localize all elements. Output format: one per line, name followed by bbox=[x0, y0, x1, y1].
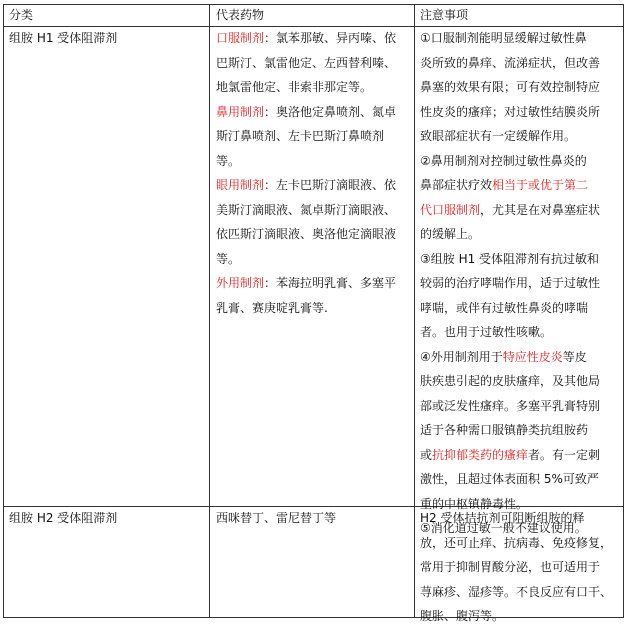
note-line bbox=[420, 124, 600, 149]
text-segment: 激性，且超过体表面积 5%可致严 bbox=[420, 472, 599, 486]
drug-line bbox=[216, 247, 396, 272]
note-line bbox=[420, 345, 600, 370]
text-segment: 炎所致的鼻痒、流涕症状，但改善 bbox=[420, 55, 601, 70]
text-segment: ①口服制剂能明显缓解过敏性鼻 bbox=[420, 31, 587, 45]
highlight-text: 特应性皮炎 bbox=[502, 349, 563, 364]
text-segment: 者。有一定刺 bbox=[528, 447, 601, 462]
text-segment: 适于各种需口服镇静类抗组胺药 bbox=[420, 423, 589, 437]
text-segment: ④外用制剂用于 bbox=[420, 349, 503, 364]
drug-line bbox=[216, 26, 396, 51]
text-segment: 西咪替丁、雷尼替丁等 bbox=[216, 511, 337, 525]
text-segment: 肤疾患引起的皮肤瘙痒，及其他局 bbox=[420, 374, 601, 388]
header-category: 分类 bbox=[9, 8, 34, 22]
text-segment: 的缓解上。 bbox=[420, 227, 481, 241]
header-notes: 注意事项 bbox=[420, 8, 469, 22]
text-segment: 等。 bbox=[216, 153, 241, 168]
highlight-text: 抗抑郁类药的瘙痒 bbox=[432, 447, 529, 462]
drug-line bbox=[216, 173, 396, 198]
note-line bbox=[420, 222, 600, 247]
note-line bbox=[420, 149, 600, 174]
drug-table bbox=[3, 4, 624, 623]
drug-line bbox=[216, 100, 396, 125]
text-segment: 地氯雷他定、非索非那定等。 bbox=[216, 80, 373, 94]
text-segment: 致眼部症状有一定缓解作用。 bbox=[420, 129, 577, 143]
highlight-text: 鼻用制剂 bbox=[216, 104, 265, 119]
row2-notes bbox=[420, 506, 612, 629]
row1-drugs bbox=[216, 26, 396, 320]
text-segment: H2 受体拮抗剂可阻断组胺的释 bbox=[420, 511, 585, 525]
column-divider bbox=[414, 5, 415, 617]
note-line bbox=[420, 320, 600, 345]
note-line bbox=[420, 198, 600, 223]
text-segment: ③组胺 H1 受体阻滞剂有抗过敏和 bbox=[420, 251, 600, 266]
text-segment: 哮喘，或伴有过敏性鼻炎的哮喘 bbox=[420, 300, 589, 315]
note-line bbox=[420, 26, 600, 51]
text-segment: 重的中枢镇静毒性。 bbox=[420, 496, 529, 511]
note-line bbox=[420, 531, 612, 556]
text-segment: 常用于抑制胃酸分泌，也可适用于 bbox=[420, 560, 601, 574]
note-line bbox=[420, 604, 612, 629]
text-segment: 斯汀鼻喷剂、左卡巴斯汀鼻喷剂 bbox=[216, 129, 385, 143]
text-segment: ，尤其是在对鼻塞症状 bbox=[480, 202, 601, 217]
text-segment: 放，还可止痒、抗病毒、免疫修复， bbox=[420, 535, 613, 550]
text-segment: 乳膏、赛庚啶乳膏等. bbox=[216, 300, 328, 315]
text-segment: 等皮 bbox=[562, 349, 587, 364]
drug-line bbox=[216, 75, 396, 100]
row1-notes bbox=[420, 26, 600, 541]
note-line bbox=[420, 296, 600, 321]
text-segment: 腹胀、腹泻等。 bbox=[420, 609, 505, 623]
text-segment: ：苯海拉明乳膏、多塞平 bbox=[264, 276, 397, 290]
note-line bbox=[420, 247, 600, 272]
drug-line bbox=[216, 222, 396, 247]
note-line bbox=[420, 467, 600, 492]
text-segment: ：奥洛他定鼻喷剂、氮卓 bbox=[264, 104, 397, 119]
text-segment: 者。也用于过敏性咳嗽。 bbox=[420, 325, 553, 339]
drug-line bbox=[216, 506, 336, 531]
text-segment: 鼻塞的效果有限；可有效控制特应 bbox=[420, 80, 601, 94]
note-line bbox=[420, 100, 600, 125]
note-line bbox=[420, 506, 612, 531]
note-line bbox=[420, 394, 600, 419]
text-segment: 较弱的治疗哮喘作用，适于过敏性 bbox=[420, 276, 601, 290]
text-segment: ⑤消化道过敏一般不建议使用。 bbox=[420, 521, 587, 535]
note-line bbox=[420, 555, 612, 580]
column-divider bbox=[209, 5, 210, 617]
drug-line bbox=[216, 271, 396, 296]
highlight-text: 外用制剂 bbox=[216, 276, 265, 290]
highlight-text: 代口服制剂 bbox=[420, 202, 481, 217]
drug-line bbox=[216, 198, 396, 223]
text-segment: 部或泛发性瘙痒。多塞平乳膏特别 bbox=[420, 398, 601, 413]
row1-category: 组胺 H1 受体阻滞剂 bbox=[9, 31, 118, 45]
note-line bbox=[420, 51, 600, 76]
drug-line bbox=[216, 124, 396, 149]
drug-line bbox=[216, 51, 396, 76]
note-line bbox=[420, 173, 600, 198]
note-line bbox=[420, 271, 600, 296]
note-line bbox=[420, 418, 600, 443]
drug-line bbox=[216, 149, 396, 174]
header-drugs: 代表药物 bbox=[216, 8, 265, 22]
text-segment: ：左卡巴斯汀滴眼液、依 bbox=[264, 178, 397, 192]
highlight-text: 眼用制剂 bbox=[216, 178, 265, 192]
highlight-text: 口服制剂 bbox=[216, 31, 265, 45]
note-line bbox=[420, 443, 600, 468]
note-line bbox=[420, 580, 612, 605]
row2-drugs bbox=[216, 506, 336, 531]
highlight-text: 相当于或优于第二 bbox=[492, 178, 589, 192]
note-line bbox=[420, 369, 600, 394]
row2-category: 组胺 H2 受体阻滞剂 bbox=[9, 511, 118, 525]
text-segment: 荨麻疹、湿疹等。不良反应有口干、 bbox=[420, 584, 613, 599]
note-line bbox=[420, 75, 600, 100]
text-segment: 等。 bbox=[216, 251, 241, 266]
text-segment: 或 bbox=[420, 447, 433, 462]
text-segment: 鼻部症状疗效 bbox=[420, 178, 493, 192]
text-segment: 巴斯汀、氯雷他定、左西替利嗪、 bbox=[216, 55, 397, 70]
text-segment: ：氯苯那敏、异丙嗪、依 bbox=[264, 31, 397, 45]
drug-line bbox=[216, 296, 396, 321]
text-segment: 美斯汀滴眼液、氮卓斯汀滴眼液、 bbox=[216, 202, 397, 217]
text-segment: 性皮炎的瘙痒；对过敏性结膜炎所 bbox=[420, 104, 601, 119]
text-segment: 依匹斯汀滴眼液、奥洛他定滴眼液 bbox=[216, 227, 397, 241]
text-segment: ②鼻用制剂对控制过敏性鼻炎的 bbox=[420, 153, 587, 168]
